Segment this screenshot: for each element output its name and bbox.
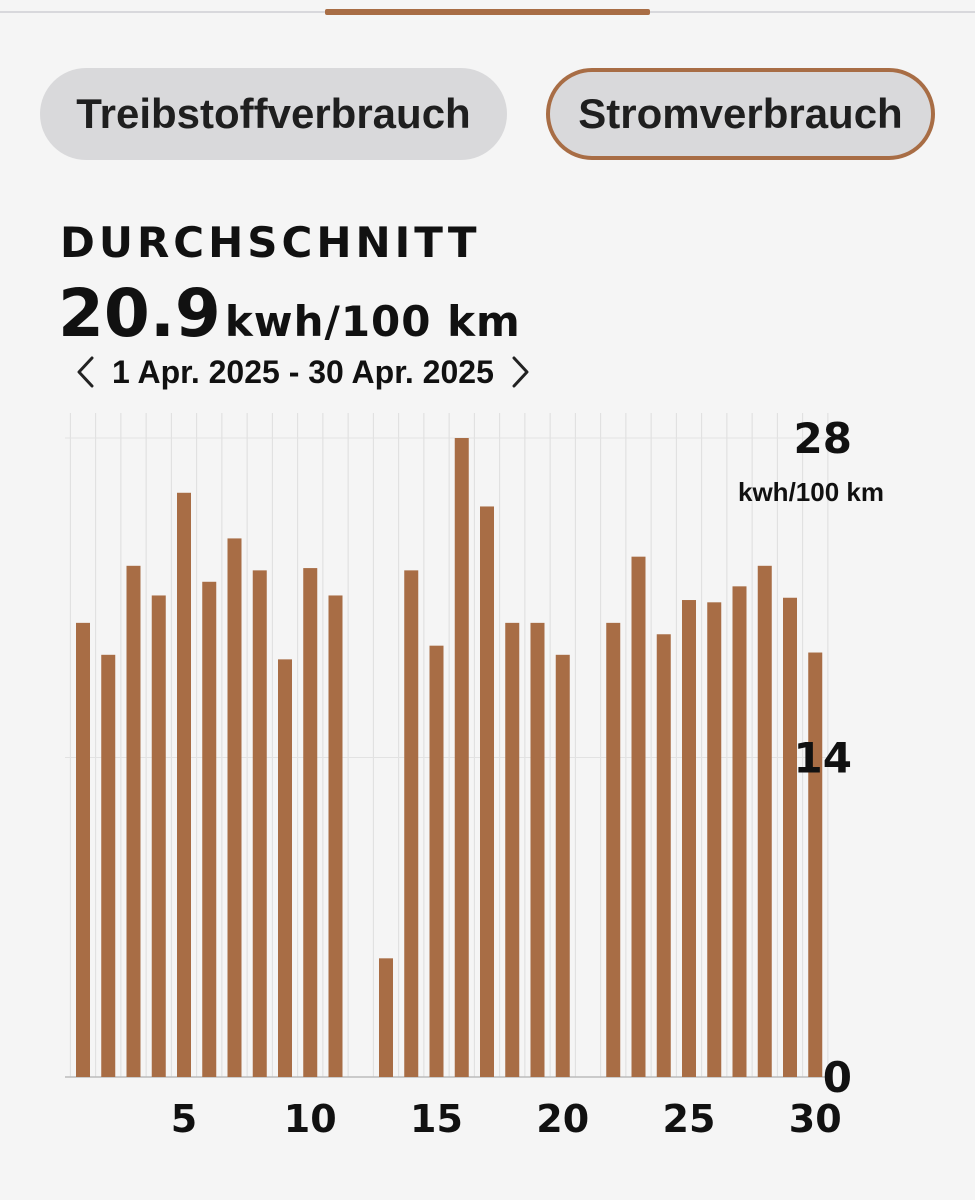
- x-tick-label: 25: [662, 1097, 716, 1141]
- bar-day-13[interactable]: [379, 958, 393, 1077]
- bar-day-17[interactable]: [480, 506, 494, 1077]
- bar-day-27[interactable]: [733, 586, 747, 1077]
- bar-day-11[interactable]: [329, 595, 343, 1077]
- bar-day-16[interactable]: [455, 438, 469, 1077]
- power-consumption-toggle[interactable]: Stromverbrauch: [546, 68, 935, 160]
- x-tick-labels: [171, 1097, 842, 1141]
- average-value: 20.9: [58, 275, 221, 352]
- bar-day-22[interactable]: [606, 623, 620, 1077]
- period-text: 1 Apr. 2025 - 30 Apr. 2025: [112, 353, 494, 390]
- y-tick-label: 28: [793, 414, 852, 463]
- bar-day-3[interactable]: [127, 566, 141, 1077]
- x-tick-label: 15: [410, 1097, 463, 1141]
- bar-day-6[interactable]: [202, 582, 216, 1077]
- bar-day-28[interactable]: [758, 566, 772, 1077]
- bar-day-8[interactable]: [253, 570, 267, 1077]
- x-tick-label: 5: [170, 1097, 198, 1141]
- x-tick-label: 30: [788, 1097, 842, 1141]
- bar-day-2[interactable]: [101, 655, 115, 1077]
- bar-day-1[interactable]: [76, 623, 90, 1077]
- x-tick-label: 20: [536, 1097, 590, 1141]
- bar-day-23[interactable]: [632, 557, 646, 1077]
- y-tick-label: 0: [822, 1053, 852, 1102]
- bar-day-5[interactable]: [177, 493, 191, 1077]
- bar-day-4[interactable]: [152, 595, 166, 1077]
- bar-day-7[interactable]: [228, 538, 242, 1077]
- x-tick-label: 10: [283, 1097, 337, 1141]
- bar-day-30[interactable]: [808, 653, 822, 1077]
- bar-day-25[interactable]: [682, 600, 696, 1077]
- fuel-consumption-toggle[interactable]: Treibstoffverbrauch: [40, 68, 507, 160]
- y-tick-label: 14: [793, 733, 852, 783]
- bar-day-26[interactable]: [707, 602, 721, 1077]
- bar-day-14[interactable]: [404, 570, 418, 1077]
- bar-day-20[interactable]: [556, 655, 570, 1077]
- bar-day-24[interactable]: [657, 634, 671, 1077]
- bar-day-19[interactable]: [531, 623, 545, 1077]
- bar-day-15[interactable]: [430, 646, 444, 1077]
- average-unit: kwh/100 km: [224, 297, 521, 346]
- bar-day-29[interactable]: [783, 598, 797, 1077]
- bar-day-9[interactable]: [278, 659, 292, 1077]
- y-axis-unit-label: kwh/100 km: [738, 477, 884, 507]
- average-label: DURCHSCHNITT: [60, 218, 481, 267]
- bar-day-10[interactable]: [303, 568, 317, 1077]
- bar-day-18[interactable]: [505, 623, 519, 1077]
